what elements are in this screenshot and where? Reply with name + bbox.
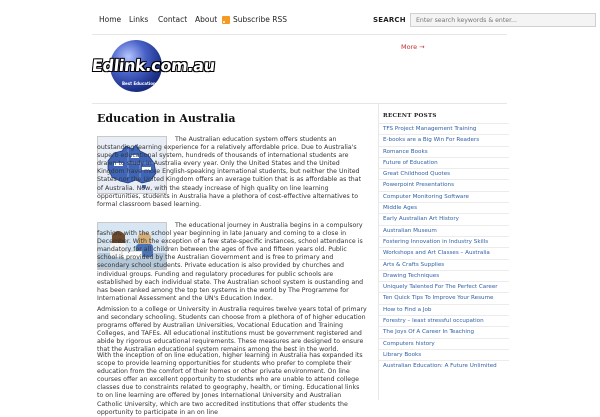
subscribe-rss-link[interactable]: Subscribe RSS <box>233 15 287 24</box>
post-paragraph: The educational journey in Australia begins in a compulsory fashion, with the school year beginning in late January and coming to a close in December. With the exception of a few state-specific instances, school attendance is mandatory for all children between the ages of five and fifteen years old. Public school is provided by the Australian Government and is free to primary and secondary school students. Private education is also provided by churches and individual groups. Funding and regulatory procedures for public schools are established by each individual state. The Australian school system is oustanding and has been ranked among the top ten systems in the world by The Programme for International Assessment and the UN's Education Index. <box>97 222 364 302</box>
recent-post-link[interactable]: Computer Monitoring Software <box>379 191 509 202</box>
recent-post-link[interactable]: Workshops and Art Classes – Australia <box>379 247 509 258</box>
recent-posts-heading: RECENT POSTS <box>383 113 437 119</box>
post-title[interactable]: Education in Australia <box>97 112 236 125</box>
recent-post-link[interactable]: E-books are a Big Win For Readers <box>379 134 509 145</box>
nav-links-link[interactable]: Links <box>129 15 149 24</box>
nav-contact-link[interactable]: Contact <box>158 15 188 24</box>
recent-posts-list <box>379 123 509 372</box>
recent-post-link[interactable]: Computers history <box>379 338 509 349</box>
logo-tagline: Best Educational Sites! <box>122 81 175 86</box>
recent-post-link[interactable]: How to Find a Job <box>379 304 509 315</box>
nav-home-link[interactable]: Home <box>99 15 122 24</box>
recent-post-link[interactable]: TFS Project Management Training <box>379 123 509 134</box>
recent-post-link[interactable]: Fostering Innovation in Industry Skills <box>379 236 509 247</box>
recent-post-link[interactable]: Forestry – least stressful occupation <box>379 315 509 326</box>
more-link[interactable]: More → <box>401 43 425 51</box>
site-logo[interactable] <box>91 40 216 102</box>
recent-post-link[interactable]: Australian Museum <box>379 225 509 236</box>
recent-post-link[interactable]: The Joys Of A Career In Teaching <box>379 326 509 337</box>
recent-post-link[interactable]: Drawing Techniques <box>379 270 509 281</box>
search-label: SEARCH <box>373 16 406 24</box>
divider <box>92 34 507 35</box>
recent-post-link[interactable]: Ten Quick Tips To Improve Your Resume <box>379 292 509 303</box>
recent-post-link[interactable]: Australian Education: A Future Unlimited <box>379 360 509 371</box>
recent-post-link[interactable]: Early Australian Art History <box>379 213 509 224</box>
recent-post-link[interactable]: Powerpoint Presentations <box>379 179 509 190</box>
recent-post-link[interactable]: Library Books <box>379 349 509 360</box>
search-input[interactable] <box>410 13 596 27</box>
post-paragraph: With the inception of on line education, higher learning in Australia has expanded its scope to provide learning opportunities for students who prefer to complete their education from the comfort of their homes or other private environment. On line courses offer an excellent opportunity to students who are unable to attend college classes due to constraints related to geography, health, or timing. Educational links to on line learning are offered by Jones International University and Australian Catholic University, which are two accredited institutions that offer students the opportunity to participate in an on line <box>97 352 363 416</box>
recent-post-link[interactable]: Future of Education <box>379 157 509 168</box>
nav-about-link[interactable]: About <box>195 15 218 24</box>
recent-post-link[interactable]: Uniquely Talented For The Perfect Career <box>379 281 509 292</box>
recent-post-link[interactable]: Romance Books <box>379 146 509 157</box>
recent-post-link[interactable]: Arts & Crafts Supplies <box>379 259 509 270</box>
recent-post-link[interactable]: Middle Ages <box>379 202 509 213</box>
post-content <box>97 112 369 416</box>
recent-post-link[interactable]: Great Childhood Quotes <box>379 168 509 179</box>
top-nav <box>92 12 507 32</box>
logo-text: Edlink.com.au <box>91 56 216 75</box>
post-paragraph: Admission to a college or University in Australia requires twelve years total of primary and secondary schooling. Students can choose from a plethora of of higher education programs offered by Australian Universities, Vocational Education and Training Colleges, and TAFEs. All educational institutions must be government registered and abide by rigorous educational requirements. These measures are designed to ensure that the Australian educational system remains among the best in the world. <box>97 306 367 354</box>
post-paragraph: The Australian education system offers students an outstanding learning experience for a relatively affordable price. Due to Australia's superb educational system, hundreds of thousands of international students are drawn to study in Australia every year. Only the United States and the United Kingdom have more English-speaking international students, but neither the United States nor the United Kingdom offers an average tuition that is as affordable as that of Australia. Now, with the steady increase of high quality on line learning opportunities, students in Australia have a plethora of cost-effective alternatives to formal classroom based learning. <box>97 136 362 208</box>
sidebar <box>378 104 509 400</box>
rss-icon[interactable] <box>222 16 230 24</box>
